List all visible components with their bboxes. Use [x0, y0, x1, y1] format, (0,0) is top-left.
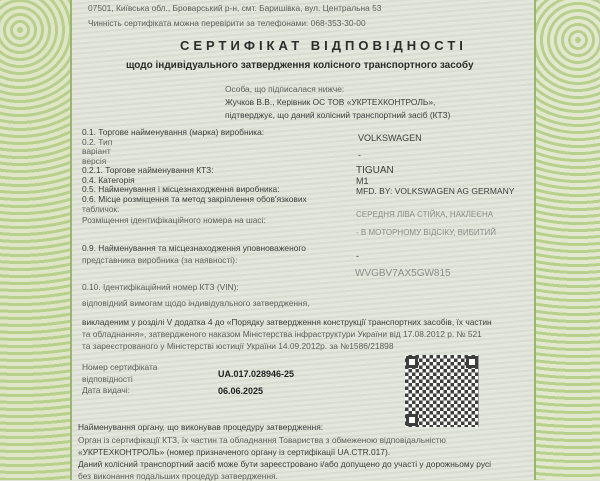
field-label: 0.5. Найменування і місцезнаходження виробника:	[82, 184, 280, 194]
field-value: -	[356, 251, 359, 261]
legal-line: викладеним у розділі V додатка 4 до «Порядку затвердження конструкції транспортних засобів, їх частин	[82, 317, 492, 327]
field-label: 0.4. Категорія	[82, 175, 135, 185]
field-label: представника виробника (за наявності):	[82, 255, 238, 265]
vin-value: WVGBV7AX5GW815	[355, 268, 451, 279]
document-subtitle: щодо індивідуального затвердження колісного транспортного засобу	[126, 60, 474, 71]
compliance-text: відповідний вимогам щодо індивідуального затвердження,	[82, 298, 310, 308]
issuer-address: 07501, Київська обл., Броварський р-н, смт. Баришівка, вул. Центральна 53	[88, 3, 382, 13]
qr-code	[405, 355, 479, 427]
guilloche-border-right	[528, 0, 600, 480]
field-label: 0.6. Місце розміщення та метод закріплення обов'язкових	[82, 194, 307, 204]
legal-line: та обладнання», затвердженого наказом Міністерства інфраструктури України від 17.08.2012 р. № 521	[82, 329, 482, 339]
footer-line: Найменування органу, що виконував процедуру затвердження:	[78, 422, 324, 432]
field-label: табличок:	[82, 204, 120, 214]
issue-date: 06.06.2025	[218, 386, 264, 396]
field-label: варіант	[82, 146, 111, 156]
field-label: 0.9. Найменування та місцезнаходження уповноваженого	[82, 243, 306, 253]
cert-number-label: Номер сертифіката	[82, 362, 158, 372]
field-value: TIGUAN	[356, 165, 394, 176]
field-value: -	[358, 150, 361, 160]
field-value: MFD. BY: VOLKSWAGEN AG GERMANY	[356, 186, 515, 196]
footer-line: «УКРТЕХКОНТРОЛЬ» (номер призначеного органу із сертифікації UA.CTR.017).	[78, 447, 391, 457]
field-label: 0.2. Тип	[82, 137, 113, 147]
signer-line-2: Жучков В.В., Керівник ОС ТОВ «УКРТЕХКОНТРОЛЬ»,	[225, 97, 436, 107]
field-value: СЕРЕДНЯ ЛІВА СТІЙКА, НАКЛЕЄНА	[356, 210, 494, 219]
legal-line: та зареєстрованого у Міністерстві юстиції України 14.09.2012р. за №1586/21898	[82, 341, 394, 351]
field-label: 0.2.1. Торгове найменування КТЗ:	[82, 165, 214, 175]
field-label: 0.1. Торгове найменування (марка) виробника:	[82, 127, 265, 137]
footer-line: Даний колісний транспортний засіб може бути зареєстровано і/або допущено до участі у дорожньому русі	[78, 459, 492, 469]
document-title: СЕРТИФІКАТ ВІДПОВІДНОСТІ	[180, 38, 467, 53]
footer-line: Орган із сертифікації КТЗ, їх частин та обладнання Товариства з обмеженою відповідальністю	[78, 435, 446, 445]
field-value: M1	[356, 176, 369, 186]
field-label: Розміщення ідентифікаційного номера на шасі:	[82, 215, 266, 225]
guilloche-border-left	[0, 0, 72, 480]
field-label: 0.10. Ідентифікаційний номер КТЗ (VIN):	[82, 282, 239, 292]
footer-line: без виконання подальших процедур затвердження.	[78, 471, 278, 481]
signer-line-3: підтверджує, що даний колісний транспортний засіб (КТЗ)	[225, 110, 451, 120]
field-value: - В МОТОРНОМУ ВІДСІКУ, ВИБИТИЙ	[356, 228, 497, 237]
issue-date-label: Дата видачі:	[82, 385, 130, 395]
field-label: версія	[82, 156, 107, 166]
verify-phone: Чинність сертифіката можна перевірити за телефонами: 068-353-30-00	[88, 18, 366, 28]
field-value: VOLKSWAGEN	[358, 133, 422, 143]
cert-number: UA.017.028946-25	[218, 369, 295, 379]
signer-line-1: Особа, що підписалася нижче:	[225, 84, 345, 94]
cert-number-label: відповідності	[82, 374, 133, 384]
